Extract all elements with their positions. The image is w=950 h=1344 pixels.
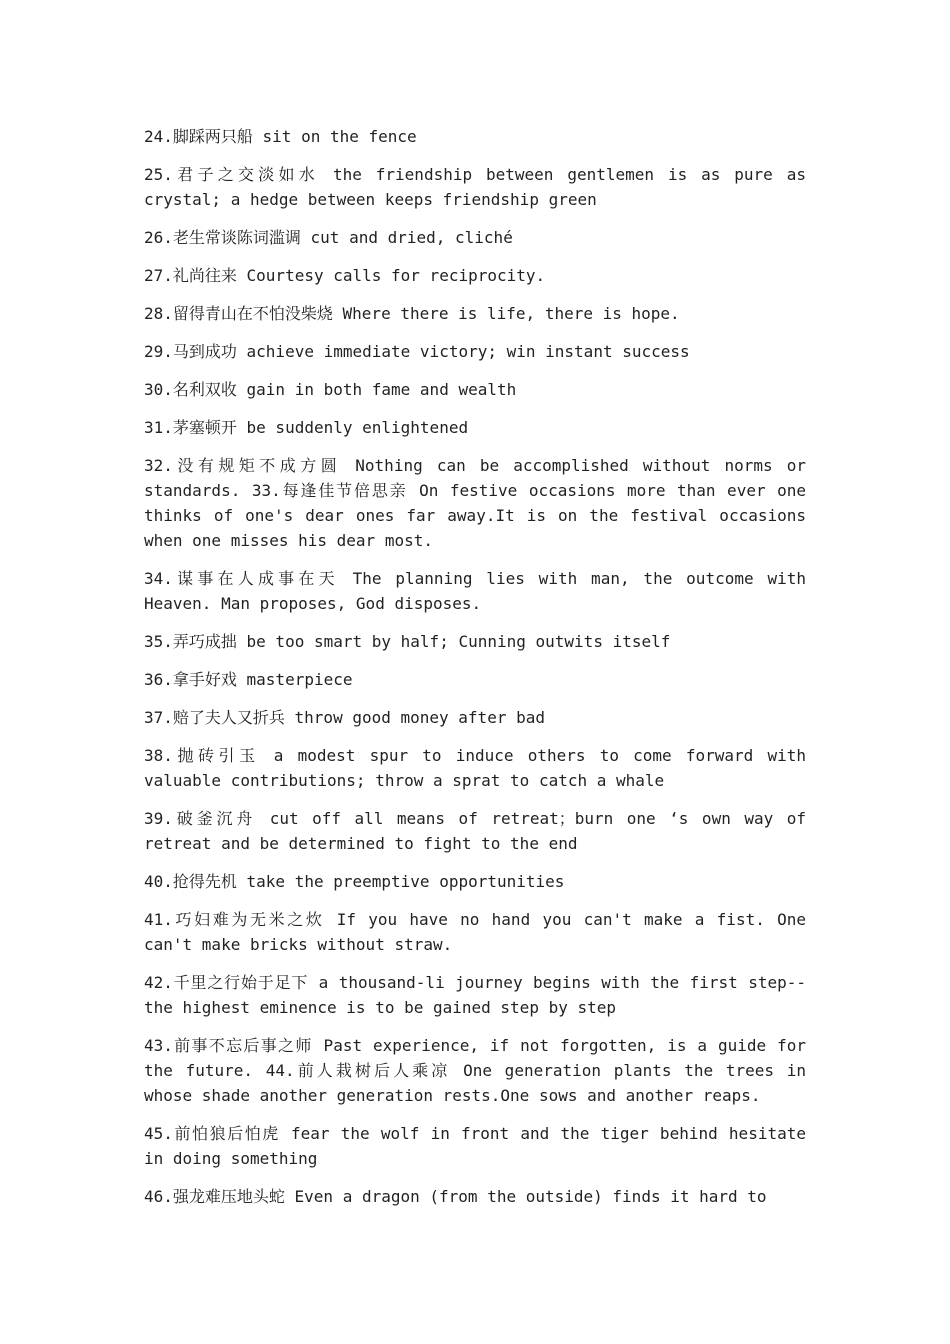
idiom-entry-41: 41.巧妇难为无米之炊 If you have no hand you can't make a fist. One can't make bricks without straw.	[144, 910, 806, 954]
idiom-entry-39: 39.破釜沉舟 cut off all means of retreat；burn one ‘s own way of retreat and be determined to fight to the end	[144, 809, 806, 853]
idiom-entry-35: 35.弄巧成拙 be too smart by half; Cunning outwits itself	[144, 632, 671, 651]
idiom-entry-24: 24.脚踩两只船 sit on the fence	[144, 127, 417, 146]
idiom-entry-42: 42.千里之行始于足下 a thousand-li journey begins with the first step--the highest eminence is to be gained step by step	[144, 973, 806, 1017]
idiom-entry-37: 37.赔了夫人又折兵 throw good money after bad	[144, 708, 545, 727]
idiom-entry-34: 34.谋事在人成事在天 The planning lies with man, the outcome with Heaven. Man proposes, God disposes.	[144, 569, 806, 613]
idiom-entry-38: 38.抛砖引玉 a modest spur to induce others to come forward with valuable contributions; throw a sprat to catch a whale	[144, 746, 806, 790]
idiom-entry-45: 45.前怕狼后怕虎 fear the wolf in front and the tiger behind hesitate in doing something	[144, 1124, 806, 1168]
idiom-entry-43-44: 43.前事不忘后事之师 Past experience, if not forgotten, is a guide for the future. 44.前人栽树后人乘凉 One generation plants the trees in whose shade another generation rests.One sows and another reaps.	[144, 1036, 806, 1105]
idiom-entry-36: 36.拿手好戏 masterpiece	[144, 670, 353, 689]
idiom-entry-40: 40.抢得先机 take the preemptive opportunities	[144, 872, 565, 891]
idiom-entry-27: 27.礼尚往来 Courtesy calls for reciprocity.	[144, 266, 546, 285]
idiom-entry-25: 25.君子之交淡如水 the friendship between gentlemen is as pure as crystal; a hedge between keeps friendship green	[144, 165, 806, 209]
idiom-entry-29: 29.马到成功 achieve immediate victory; win instant success	[144, 342, 690, 361]
idiom-entry-31: 31.茅塞顿开 be suddenly enlightened	[144, 418, 469, 437]
idiom-entry-26: 26.老生常谈陈词滥调 cut and dried, cliché	[144, 228, 513, 247]
idiom-entry-32-33: 32.没有规矩不成方圆 Nothing can be accomplished without norms or standards. 33.每逢佳节倍思亲 On festive occasions more than ever one thinks of one's dear ones far away.It is on the festival occasions when one misses his dear most.	[144, 456, 806, 550]
idiom-entry-30: 30.名利双收 gain in both fame and wealth	[144, 380, 517, 399]
document-page	[144, 124, 806, 1209]
idiom-entry-46: 46.强龙难压地头蛇 Even a dragon (from the outside) finds it hard to	[144, 1187, 767, 1206]
idiom-entry-28: 28.留得青山在不怕没柴烧 Where there is life, there is hope.	[144, 304, 680, 323]
